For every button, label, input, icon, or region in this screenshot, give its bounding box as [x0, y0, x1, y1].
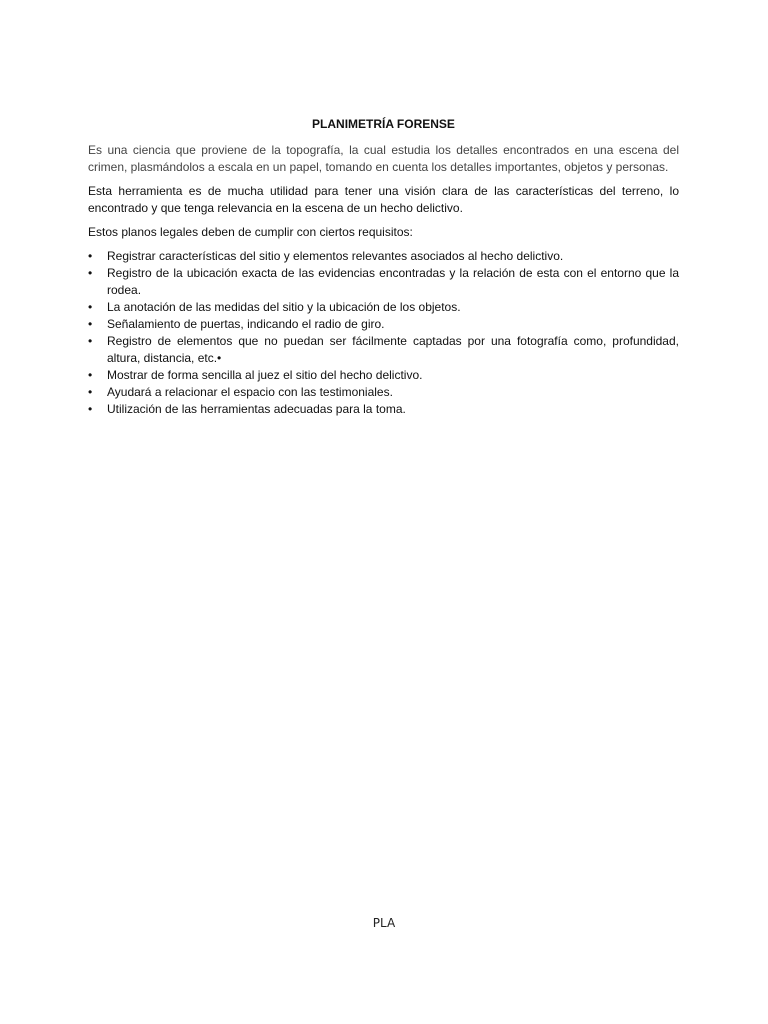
bullet-icon: •	[88, 368, 93, 382]
list-item-text: Señalamiento de puertas, indicando el radio de giro.	[107, 317, 385, 331]
list-item	[88, 367, 679, 384]
requirements-list	[88, 248, 679, 418]
intro-paragraph: Es una ciencia que proviene de la topografía, la cual estudia los detalles encontrados en una escena del crimen, plasmándolos a escala en un papel, tomando en cuenta los detalles importantes, objetos y personas.	[88, 143, 679, 174]
bullet-icon: •	[88, 317, 93, 331]
list-item-text: Utilización de las herramientas adecuadas para la toma.	[107, 402, 406, 416]
bullet-icon: •	[88, 385, 93, 399]
bullet-icon: •	[88, 249, 93, 263]
list-item-text: Ayudará a relacionar el espacio con las testimoniales.	[107, 385, 393, 399]
utility-paragraph: Esta herramienta es de mucha utilidad para tener una visión clara de las características del terreno, lo encontrado y que tenga relevancia en la escena de un hecho delictivo.	[88, 184, 679, 215]
list-item-text: Registrar características del sitio y elementos relevantes asociados al hecho delictivo.	[107, 249, 564, 263]
list-item	[88, 316, 679, 333]
list-item	[88, 265, 679, 299]
list-item	[88, 401, 679, 418]
page-footer: PLA	[372, 916, 396, 930]
bullet-icon: •	[88, 266, 93, 280]
list-item	[88, 299, 679, 316]
list-item	[88, 248, 679, 265]
requirements-intro-paragraph: Estos planos legales deben de cumplir con ciertos requisitos:	[88, 225, 413, 239]
list-item-text: La anotación de las medidas del sitio y la ubicación de los objetos.	[107, 300, 461, 314]
list-item	[88, 384, 679, 401]
list-item-text: Registro de elementos que no puedan ser fácilmente captadas por una fotografía como, profundidad, altura, distancia, etc.•	[107, 334, 679, 365]
list-item-text: Mostrar de forma sencilla al juez el sitio del hecho delictivo.	[107, 368, 423, 382]
bullet-icon: •	[88, 300, 93, 314]
bullet-icon: •	[88, 334, 93, 348]
list-item-text: Registro de la ubicación exacta de las evidencias encontradas y la relación de esta con el entorno que la rodea.	[107, 266, 679, 297]
bullet-icon: •	[88, 402, 93, 416]
list-item	[88, 333, 679, 367]
document-title: PLANIMETRÍA FORENSE	[312, 117, 455, 131]
document-body	[88, 116, 679, 418]
